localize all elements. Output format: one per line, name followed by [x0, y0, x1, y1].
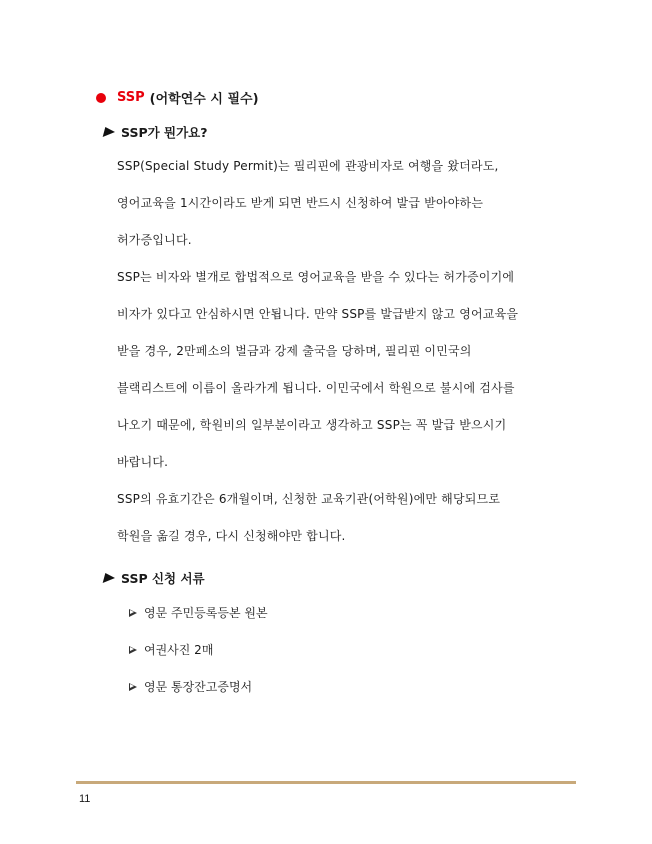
document-list-item [129, 641, 213, 658]
paragraph-line: 바랍니다. [117, 455, 169, 469]
subheading-documents-label: SSP 신청 서류 [121, 571, 205, 586]
subheading-what-is [104, 123, 208, 141]
hollow-triangle-icon [129, 609, 137, 617]
paragraph-line: 학원을 옮길 경우, 다시 신청해야만 합니다. [117, 529, 346, 543]
paragraph-line: 받을 경우, 2만페소의 벌금과 강제 출국을 당하며, 필리핀 이민국의 [117, 344, 472, 358]
paragraph-line: 나오기 때문에, 학원비의 일부분이라고 생각하고 SSP는 꼭 발급 받으시기 [117, 418, 507, 432]
red-bullet-icon [96, 93, 106, 103]
paragraph-line: SSP는 비자와 별개로 합법적으로 영어교육을 받을 수 있다는 허가증이기에 [117, 270, 515, 284]
paragraph-line: SSP의 유효기간은 6개월이며, 신청한 교육기관(어학원)에만 해당되므로 [117, 492, 501, 506]
hollow-triangle-icon [129, 683, 137, 691]
document-item-label: 영문 주민등록등본 원본 [144, 606, 268, 620]
paragraph-line: SSP(Special Study Permit)는 필리핀에 관광비자로 여행을 왔더라도, [117, 159, 499, 173]
paragraph-line: 영어교육을 1시간이라도 받게 되면 반드시 신청하여 발급 받아야하는 [117, 196, 484, 210]
document-list-item [129, 678, 252, 695]
footer-divider [76, 781, 576, 784]
document-item-label: 여권사진 2매 [144, 643, 214, 657]
section-title-highlight: SSP [117, 90, 145, 105]
arrow-bullet-icon [103, 573, 117, 583]
hollow-triangle-icon [129, 646, 137, 654]
arrow-bullet-icon [103, 127, 117, 137]
section-heading [96, 88, 259, 107]
document-list-item [129, 604, 268, 621]
subheading-what-is-label: SSP가 뭔가요? [121, 125, 208, 140]
document-item-label: 영문 통장잔고증명서 [144, 680, 253, 694]
subheading-documents [104, 569, 205, 587]
page-number: 11 [79, 793, 91, 805]
paragraph-line: 비자가 있다고 안심하시면 안됩니다. 만약 SSP를 발급받지 않고 영어교육을 [117, 307, 519, 321]
section-title-rest: (어학연수 시 필수) [149, 92, 259, 107]
paragraph-line: 블랙리스트에 이름이 올라가게 됩니다. 이민국에서 학원으로 불시에 검사를 [117, 381, 515, 395]
paragraph-line: 허가증입니다. [117, 233, 192, 247]
